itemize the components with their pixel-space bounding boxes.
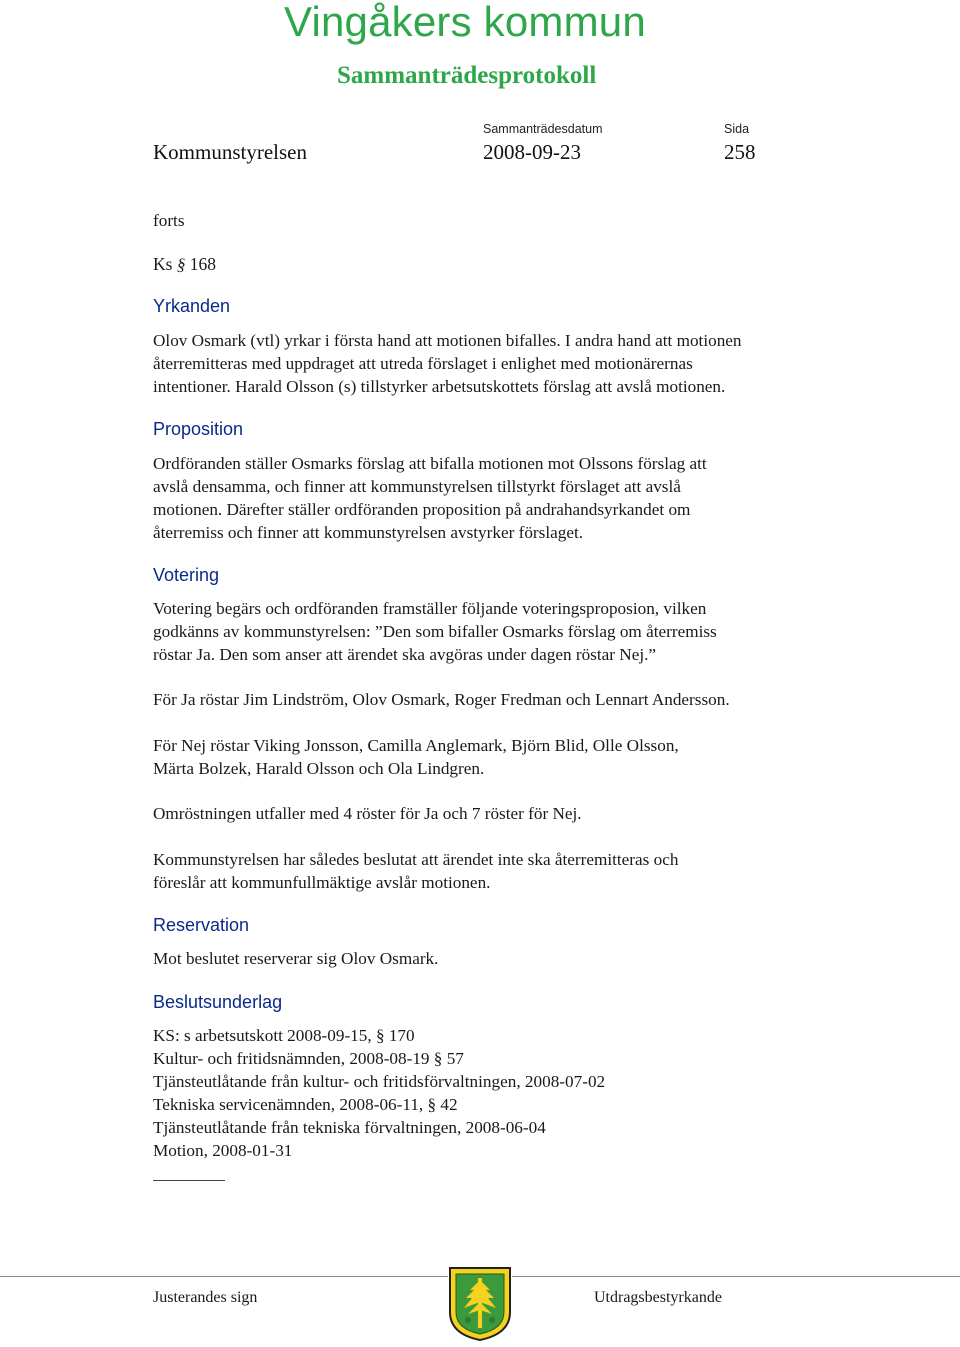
footer-utdragsbestyrkande: Utdragsbestyrkande: [594, 1289, 722, 1306]
case-number: [153, 254, 216, 275]
text-line: För Ja röstar Jim Lindström, Olov Osmark, Roger Fredman och Lennart Andersson.: [153, 690, 730, 709]
proposition-paragraph: [153, 452, 707, 544]
heading-reservation: Reservation: [153, 915, 250, 935]
votering-paragraph-1: [153, 597, 717, 666]
section-sign: §: [176, 255, 186, 274]
votering-paragraph-yes: [153, 688, 730, 711]
document-type: Sammanträdesprotokoll: [337, 62, 597, 89]
text-line: Mot beslutet reserverar sig Olov Osmark.: [153, 949, 439, 968]
continued-marker: forts: [153, 211, 185, 230]
text-line: Märta Bolzek, Harald Olsson och Ola Lindgren.: [153, 759, 485, 778]
yrkanden-paragraph: [153, 329, 742, 398]
text-line: återremiss och finner att kommunstyrelsen avstyrker förslaget.: [153, 523, 584, 542]
text-line: För Nej röstar Viking Jonsson, Camilla Anglemark, Björn Blid, Olle Olsson,: [153, 736, 679, 755]
text-line: intentioner. Harald Olsson (s) tillstyrker arbetsutskottets förslag att avslå motionen.: [153, 377, 726, 396]
list-item: Kultur- och fritidsnämnden, 2008-08-19 § 57: [153, 1049, 464, 1068]
text-line: röstar Ja. Den som anser att ärendet ska avgöras under dagen röstar Nej.”: [153, 645, 657, 664]
heading-proposition: Proposition: [153, 419, 244, 439]
footer-justerandes-sign: Justerandes sign: [153, 1289, 258, 1306]
case-prefix: Ks: [153, 254, 173, 274]
heading-votering: Votering: [153, 565, 220, 585]
text-line: återremitteras med uppdraget att utreda förslaget i enlighet med motionärernas: [153, 354, 693, 373]
list-item: Tekniska servicenämnden, 2008-06-11, § 42: [153, 1095, 458, 1114]
list-item: Motion, 2008-01-31: [153, 1141, 293, 1160]
votering-paragraph-no: [153, 734, 679, 780]
text-line: motionen. Därefter ställer ordföranden proposition på andrahandsyrkandet om: [153, 500, 691, 519]
page-number: 258: [724, 140, 756, 164]
footer-rule-right: [512, 1276, 960, 1277]
text-line: Votering begärs och ordföranden framställer följande voteringsproposion, vilken: [153, 599, 707, 618]
text-line: Omröstningen utfaller med 4 röster för Ja och 7 röster för Nej.: [153, 804, 582, 823]
text-line: avslå densamma, och finner att kommunstyrelsen tillstyrkt förslaget att avslå: [153, 477, 681, 496]
list-item: Tjänsteutlåtande från kultur- och fritidsförvaltningen, 2008-07-02: [153, 1072, 606, 1091]
end-rule: [153, 1180, 225, 1181]
meeting-date: 2008-09-23: [483, 140, 581, 164]
body-name: Kommunstyrelsen: [153, 140, 307, 164]
reservation-paragraph: [153, 947, 438, 970]
footer-rule-left: [0, 1276, 448, 1277]
list-item: Tjänsteutlåtande från tekniska förvaltningen, 2008-06-04: [153, 1118, 546, 1137]
organization-name: Vingåkers kommun: [284, 0, 646, 45]
text-line: Olov Osmark (vtl) yrkar i första hand att motionen bifalles. I andra hand att motionen: [153, 331, 742, 350]
heading-beslutsunderlag: Beslutsunderlag: [153, 992, 283, 1012]
text-line: Kommunstyrelsen har således beslutat att ärendet inte ska återremitteras och: [153, 850, 679, 869]
page-label: Sida: [724, 122, 750, 136]
text-line: godkänns av kommunstyrelsen: ”Den som bifaller Osmarks förslag om återremiss: [153, 622, 717, 641]
votering-paragraph-decision: [153, 848, 678, 894]
municipal-crest-icon: [448, 1266, 512, 1342]
case-number-value: 168: [189, 254, 216, 274]
beslutsunderlag-list: [153, 1024, 605, 1162]
text-line: föreslår att kommunfullmäktige avslår motionen.: [153, 873, 491, 892]
heading-yrkanden: Yrkanden: [153, 296, 231, 316]
text-line: Ordföranden ställer Osmarks förslag att bifalla motionen mot Olssons förslag att: [153, 454, 707, 473]
list-item: KS: s arbetsutskott 2008-09-15, § 170: [153, 1026, 415, 1045]
date-label: Sammanträdesdatum: [483, 122, 603, 136]
votering-paragraph-result: [153, 802, 582, 825]
